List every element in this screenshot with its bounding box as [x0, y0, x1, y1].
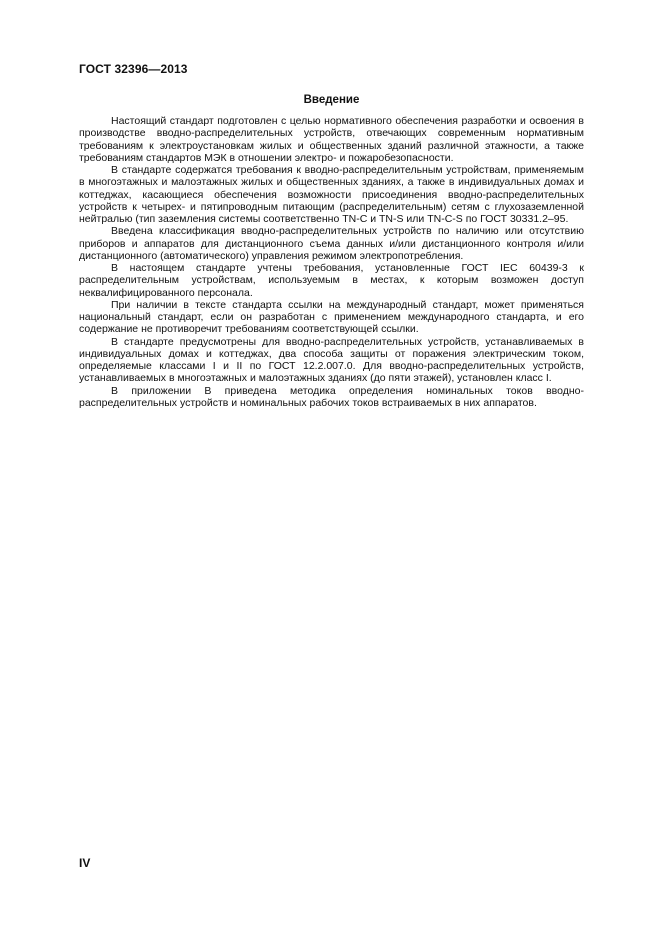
page-number: IV — [79, 856, 91, 870]
paragraph: В настоящем стандарте учтены требования, установленные ГОСТ IEC 60439-3 к распределительным устройствам, используемым в местах, к которым возможен доступ неквалифицированного персонала. — [79, 262, 584, 299]
document-body — [79, 115, 584, 409]
document-code: ГОСТ 32396—2013 — [79, 62, 188, 76]
paragraph: При наличии в тексте стандарта ссылки на международный стандарт, может применяться национальный стандарт, если он разработан с применением международного стандарта, и его содержание не противоречит требованиям соответствующей ссылки. — [79, 298, 584, 336]
paragraph: В стандарте содержатся требования к вводно-распределительным устройствам, применяемым в многоэтажных и малоэтажных жилых и общественных зданиях, а также в индивидуальных домах и коттеджах, касающиеся обеспечения возможности присоединения вводно-распределительных устройств к четырех- и пятипроводным питающим (распределительным) сетям с глухозаземленной нейтралью (тип заземления системы соответственно TN-C и TN-S или TN-C-S по ГОСТ 30331.2–95. — [79, 164, 584, 225]
section-title: Введение — [303, 94, 360, 106]
paragraph: В стандарте предусмотрены для вводно-распределительных устройств, устанавливаемых в индивидуальных домах и коттеджах, два способа защиты от поражения электрическим током, определяемые классами I и II по ГОСТ 12.2.007.0. Для вводно-распределительных устройств, устанавливаемых в многоэтажных и малоэтажных зданиях (до пяти этажей), установлен класс I. — [79, 335, 584, 385]
paragraph: Введена классификация вводно-распределительных устройств по наличию или отсутствию приборов и аппаратов для дистанционного съема данных и/или дистанционного контроля и/или дистанционного (автоматического) управления режимом электропотребления. — [79, 225, 584, 262]
paragraph: В приложении В приведена методика определения номинальных токов вводно-распределительных устройств и номинальных рабочих токов встраиваемых в них аппаратов. — [79, 384, 584, 409]
paragraph: Настоящий стандарт подготовлен с целью нормативного обеспечения разработки и освоения в производстве вводно-распределительных устройств, отвечающих современным нормативным требованиям к электроустановкам жилых и общественных зданий различной этажности, а также требованиям стандартов МЭК в отношении электро- и пожаробезопасности. — [79, 115, 584, 164]
